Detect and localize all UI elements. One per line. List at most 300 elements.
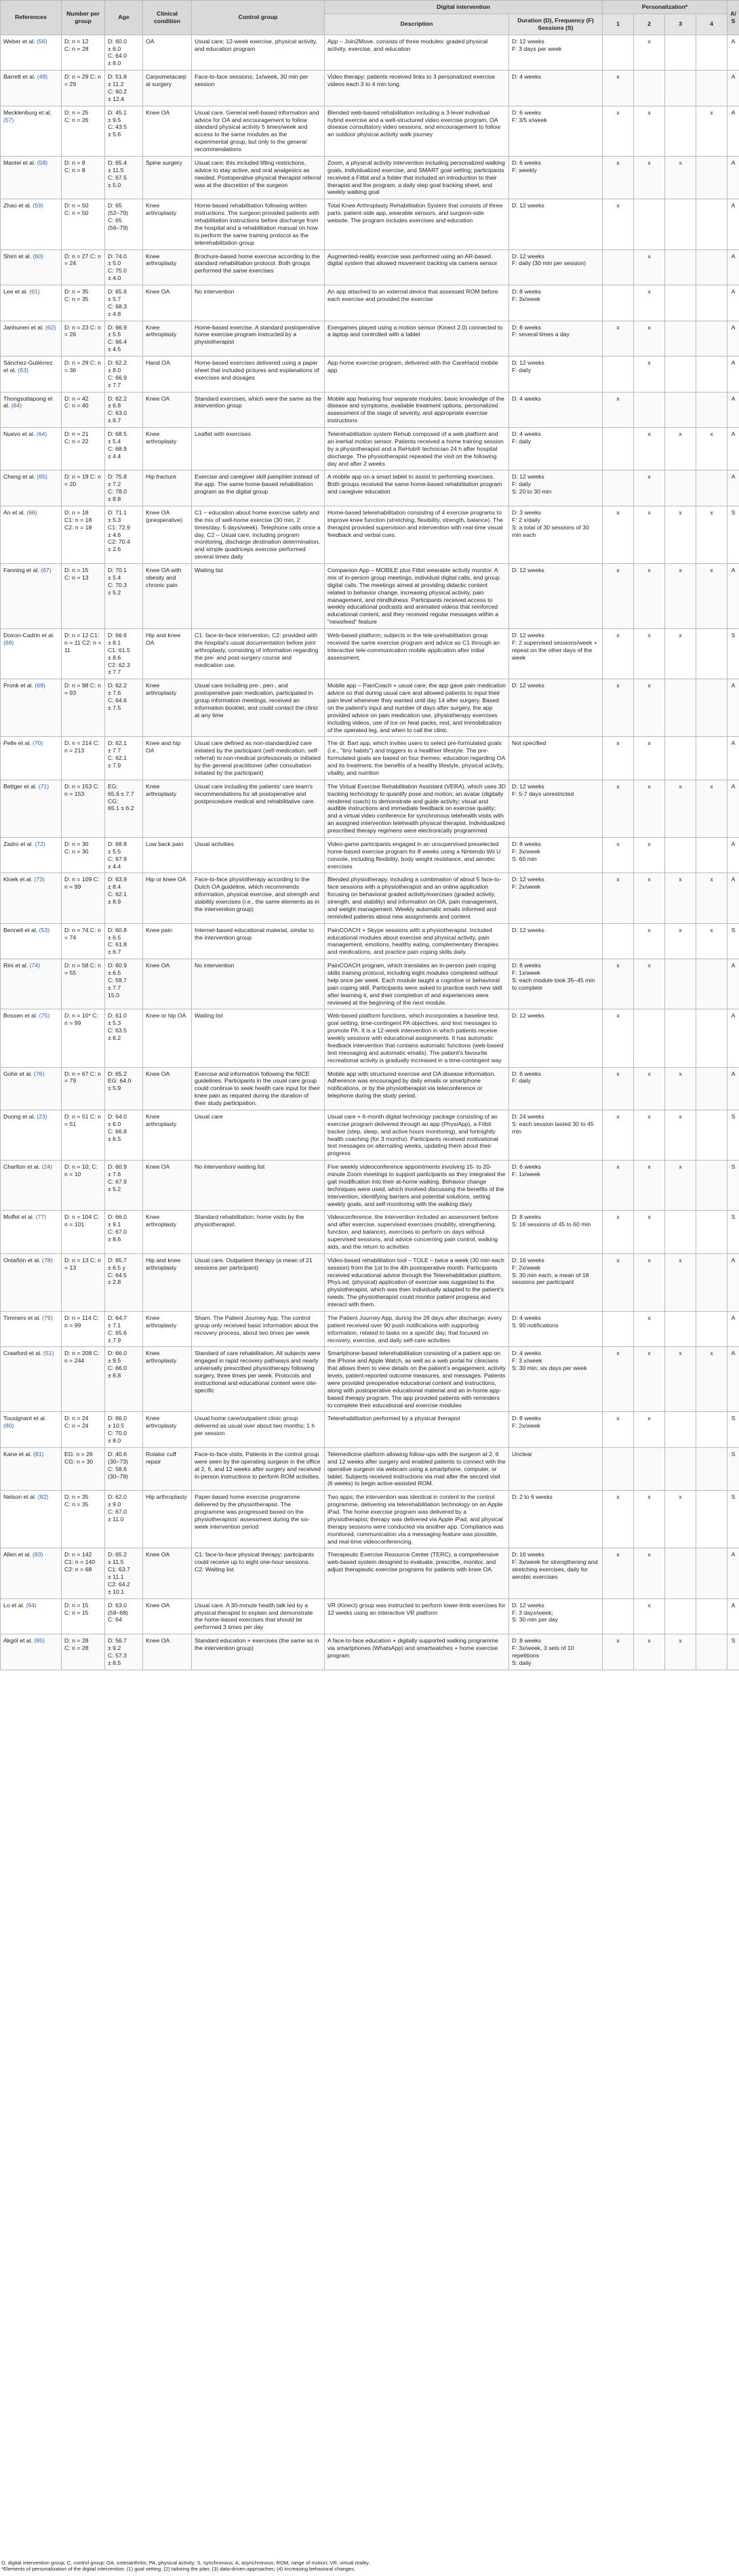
cell-number: D: n = 25 C: n = 26 — [62, 106, 105, 156]
cell-p2: x — [634, 679, 665, 737]
cell-p1: x — [603, 1412, 634, 1448]
cell-number: D: n = 13 C: n = 13 — [62, 1253, 105, 1311]
cell-as: A — [727, 1009, 739, 1067]
col-header-p3: 3 — [665, 14, 696, 35]
reference-author: Bossen et al. — [3, 1012, 38, 1020]
cell-duration: D: 8 weeks F: 3x/week, 3 sets of 10 repetitions S: daily — [509, 1634, 603, 1670]
cell-p3 — [665, 71, 696, 106]
citation-link[interactable]: (61) — [29, 288, 40, 295]
cell-p3 — [665, 1598, 696, 1634]
cell-p1: x — [603, 199, 634, 249]
col-header-condition: Clinical condition — [143, 1, 192, 35]
cell-p1: x — [603, 392, 634, 428]
cell-p3 — [665, 470, 696, 506]
table-footnote — [0, 2560, 739, 2572]
col-header-duration: Duration (D), Frequency (F) Sessions (S) — [509, 14, 603, 35]
cell-number: D: n = 98 C: n = 93 — [62, 679, 105, 737]
cell-number: D: n = 51 C: n = 51 — [62, 1110, 105, 1160]
cell-p3 — [665, 959, 696, 1009]
cell-reference — [1, 959, 62, 1009]
cell-p2: x — [634, 1211, 665, 1253]
cell-age: D: 60.9 ± 7.6 C: 67.9 ± 5.2 — [105, 1161, 143, 1211]
citation-link[interactable]: (60) — [33, 252, 43, 260]
cell-p3 — [665, 321, 696, 357]
cell-condition: Knee OA — [143, 392, 192, 428]
cell-control: Paper-based home exercise programme delivered by the physiotherapist. The programme was progressed based on the physiotherapists' assessment during the six-week intervention period — [192, 1491, 325, 1548]
cell-description: Blended physiotherapy, including a combination of about 5 face-to-face sessions with a physiotherapist and an online application focusing on behavioral graded activity/exercises (graded activity, strength, and stability) and information on OA, pain management, and weight management. Weekly automatic emails informed and reminded patients about new assignments and content — [325, 873, 509, 923]
cell-p1: x — [603, 156, 634, 199]
cell-as: A — [727, 873, 739, 923]
cell-as: A — [727, 1347, 739, 1412]
cell-age: D: 62.0 ± 9.0 C: 67.0 ± 11.0 — [105, 1491, 143, 1548]
citation-link[interactable]: (84) — [26, 1601, 37, 1609]
cell-number: D: n = 35 C: n = 35 — [62, 1491, 105, 1548]
citation-link[interactable]: (76) — [33, 1070, 45, 1077]
cell-reference — [1, 321, 62, 357]
cell-as: S — [727, 506, 739, 563]
cell-age: D: 74.0 ± 5.0 C: 75.0 ± 4.0 — [105, 249, 143, 285]
cell-control: Standard of care rehabilitation. All subjects were engaged in rapid recovery pathways and nearly universally prescribed physiotherapy following surgery, three times per week. Protocols and instructional and educational content were site-specific — [192, 1347, 325, 1412]
cell-condition: Knee OA — [143, 1598, 192, 1634]
table-row — [1, 35, 739, 71]
cell-duration: D: 4 weeks — [509, 71, 603, 106]
citation-link[interactable]: (85) — [34, 1637, 45, 1645]
table-row — [1, 1347, 739, 1412]
cell-p3 — [665, 679, 696, 737]
col-header-intervention: Digital intervention — [325, 1, 603, 14]
cell-as: S — [727, 1447, 739, 1490]
cell-condition: Knee OA — [143, 1548, 192, 1598]
cell-duration: D: 12 weeks — [509, 679, 603, 737]
cell-reference — [1, 506, 62, 563]
cell-control: C1 – education about home exercise safety and the mix of well-home exercise (30 min, 2 times/day, 5 days/week). Telephone calls once a day. C2 – Usual care, including program monitoring, discharge destination determination, and simple quadriceps exercise performed several times daily — [192, 506, 325, 563]
cell-p1: x — [603, 1634, 634, 1670]
table-body — [1, 35, 739, 1670]
cell-control: Home-based exercise. A standard postoperative home exercise program instructed by a physiotherapist — [192, 321, 325, 357]
cell-condition: Rotator cuff repair — [143, 1447, 192, 1490]
cell-description: VR (Kinect) group was instructed to perform lower-limb exercises for 12 weeks using an interactive VR platform — [325, 1598, 509, 1634]
cell-p1 — [603, 357, 634, 393]
table-row — [1, 71, 739, 106]
cell-p3: x — [665, 564, 696, 629]
table-row — [1, 1634, 739, 1670]
cell-p4 — [696, 1634, 727, 1670]
citation-link[interactable]: (80) — [3, 1422, 14, 1430]
cell-reference — [1, 1447, 62, 1490]
cell-p4 — [696, 249, 727, 285]
cell-p4 — [696, 1447, 727, 1490]
reference-author: Moffet et al. — [3, 1213, 35, 1221]
cell-control: Home-based rehabilitation following written instructions. The surgeon provided patients with rehabilitation instructions before discharge from the hospital and a rehabilitation manual on how to perform the same training protocol as the telerehabilitation group — [192, 199, 325, 249]
cell-p3: x — [665, 156, 696, 199]
citation-link[interactable]: (53) — [39, 926, 50, 933]
cell-p4 — [696, 1491, 727, 1548]
cell-description: Zoom, a physical activity intervention including personalized walking goals, individualized exercise, and SMART goal setting; participants received a Fitbit and a folder that included an introduction to their therapist and the program, a daily step goal tracking sheet, and weekly walking goal — [325, 156, 509, 199]
cell-as: A — [727, 1067, 739, 1110]
cell-p1 — [603, 428, 634, 470]
cell-p1: x — [603, 1110, 634, 1160]
reference-author: Charlton et al. — [3, 1163, 41, 1171]
cell-p2: x — [634, 737, 665, 780]
citation-link[interactable]: (57) — [3, 116, 14, 123]
cell-p4 — [696, 1009, 727, 1067]
cell-as: A — [727, 780, 739, 837]
cell-p4 — [696, 1067, 727, 1110]
citation-link[interactable]: (63) — [18, 366, 28, 374]
cell-description: An app attached to an external device that assessed ROM before each exercise and provided the exercise — [325, 285, 509, 321]
citation-link[interactable]: (58) — [37, 159, 48, 166]
reference-author: Kane et al. — [3, 1450, 32, 1457]
cell-duration: D: 6 weeks F: 1x/week — [509, 1161, 603, 1211]
table-row — [1, 1447, 739, 1490]
cell-duration: D: 12 weeks F: 5-7 days unrestricted — [509, 780, 603, 837]
cell-duration: D: 24 weeks S: each session lasted 30 to 45 min — [509, 1110, 603, 1160]
cell-control: No intervention/ waiting list — [192, 1161, 325, 1211]
cell-number: D: n = 12 C: n = 28 — [62, 35, 105, 71]
cell-number: D: n = 109 C: n = 99 — [62, 873, 105, 923]
cell-p3 — [665, 392, 696, 428]
cell-reference — [1, 1548, 62, 1598]
cell-reference — [1, 1067, 62, 1110]
cell-control: Usual care including the patients' care team's recommendations for all postoperative and postprocedure medical and rehabilitative care. — [192, 780, 325, 837]
table-row — [1, 1311, 739, 1347]
reference-author: Janhunen et al. — [3, 323, 44, 331]
reference-author: Rini et al. — [3, 962, 28, 969]
cell-reference — [1, 837, 62, 873]
cell-control: Exercise and caregiver skill pamphlet instead of the app. The same home-based rehabilitation program as the digital group — [192, 470, 325, 506]
cell-p1: x — [603, 1491, 634, 1548]
cell-description: Blended web-based rehabilitation including a 3-level individual hybrid exercise and a well-structured video exercise program, OA disease consultatory video sessions, and encouragement to follow an outdoor physical activity walk journey — [325, 106, 509, 156]
cell-as: A — [727, 156, 739, 199]
cell-duration: D: 12 weeks F: daily S: 20 to 30 min — [509, 470, 603, 506]
col-header-personalization: Personalization* — [603, 1, 727, 14]
cell-p3 — [665, 249, 696, 285]
cell-p3 — [665, 1412, 696, 1448]
cell-number: D: n = 30 C: n = 30 — [62, 837, 105, 873]
citation-link[interactable]: (82) — [37, 1493, 49, 1501]
cell-as: A — [727, 428, 739, 470]
cell-condition: Carpometacarpal surgery — [143, 71, 192, 106]
cell-p4 — [696, 1412, 727, 1448]
table-row — [1, 106, 739, 156]
cell-reference — [1, 1110, 62, 1160]
cell-duration: D: 8 weeks F: 1x/week S: each module took 35–45 min to complete — [509, 959, 603, 1009]
cell-description: Mobile app with structured exercise and OA disease information. Adherence was encouraged by daily emails or smartphone notifications, or by the physiotherapist via teleconference or telephone during the study period. — [325, 1067, 509, 1110]
reference-author: Akgöl et al. — [3, 1637, 33, 1645]
reference-author: Duong et al. — [3, 1112, 35, 1120]
reference-author: Tousignant et al. — [3, 1415, 47, 1422]
reference-author: Thongsuttapong et al. — [3, 395, 53, 409]
cell-condition: Knee OA (preoperative) — [143, 506, 192, 563]
cell-number: D: n = 153 C: n = 153 — [62, 780, 105, 837]
cell-p4: x — [696, 506, 727, 563]
cell-reference — [1, 1009, 62, 1067]
table-row — [1, 1598, 739, 1634]
cell-reference — [1, 428, 62, 470]
citation-link[interactable]: (59) — [33, 202, 43, 209]
cell-reference — [1, 629, 62, 679]
col-header-number: Number per group — [62, 1, 105, 35]
citation-link[interactable]: (78) — [42, 1256, 53, 1264]
cell-as: A — [727, 357, 739, 393]
citation-link[interactable]: (23) — [37, 1112, 47, 1120]
reference-author: Nelson et al. — [3, 1493, 37, 1501]
cell-p3: x — [665, 1067, 696, 1110]
cell-age: D: 62.2 ± 6.8 C: 63.0 ± 6.7 — [105, 392, 143, 428]
cell-p1: x — [603, 737, 634, 780]
cell-age: D: 40.6 (30–73) C: 58.6 (30–79) — [105, 1447, 143, 1490]
reference-author: Timmers et al. — [3, 1314, 41, 1321]
cell-p4 — [696, 1161, 727, 1211]
cell-age: D: 65.2 EG: 64.0 ± 5.9 — [105, 1067, 143, 1110]
cell-reference — [1, 1253, 62, 1311]
cell-age: D: 65.2 ± 11.5 C1: 63.7 ± 11.1 C2: 64.2 ± 10.1 — [105, 1548, 143, 1598]
cell-duration: D: 8 weeks F: several times a day — [509, 321, 603, 357]
cell-as: S — [727, 1110, 739, 1160]
cell-number: D: n = 8 C: n = 8 — [62, 156, 105, 199]
cell-age: D: 66.0 ± 10.5 C: 70.0 ± 8.0 — [105, 1412, 143, 1448]
cell-p2 — [634, 71, 665, 106]
reference-author: Weber et al. — [3, 37, 35, 45]
citation-link[interactable]: (71) — [38, 782, 49, 790]
cell-p4: x — [696, 106, 727, 156]
cell-p2: x — [634, 249, 665, 285]
citation-link[interactable]: (24) — [41, 1163, 52, 1171]
cell-condition: Knee arthroplasty — [143, 249, 192, 285]
cell-p2: x — [634, 1253, 665, 1311]
cell-number: D: n = 214 C: n = 213 — [62, 737, 105, 780]
col-header-description: Description — [325, 14, 509, 35]
reference-author: Allen et al. — [3, 1551, 31, 1558]
cell-p1: x — [603, 106, 634, 156]
cell-p1: x — [603, 629, 634, 679]
citation-link[interactable]: (69) — [35, 682, 45, 689]
cell-reference — [1, 679, 62, 737]
citation-link[interactable]: (83) — [33, 1551, 43, 1558]
cell-condition: Knee arthroplasty — [143, 321, 192, 357]
cell-description: PainCOACH + Skype sessions with a physiotherapist. Included educational modules about exercise and physical activity, pain management, emotions, healthy eating, complementary therapies and medications, and practice pain coping skills daily. — [325, 923, 509, 959]
cell-condition: Knee arthroplasty — [143, 679, 192, 737]
cell-description: Video-based rehabilitation tool – TOLE – twice a week (30 min each session) from the 1st to the 4th postoperative month. Participants received educational advice through the Telerehabilitation platform. Phys.ed. (physical) application of exercise was suggested to the physiotherapist, which was then individually adapted to the patient's needs. The physiotherapist could monitor patient progress and interact with them. — [325, 1253, 509, 1311]
citation-link[interactable]: (72) — [35, 840, 45, 847]
cell-p2: x — [634, 506, 665, 563]
cell-p2 — [634, 199, 665, 249]
cell-control: Usual care. A 30-minute health talk led by a physical therapist to explain and demonstrate the home-based exercises that should be performed 3 times per day — [192, 1598, 325, 1634]
cell-as: S — [727, 1634, 739, 1670]
cell-p3: x — [665, 629, 696, 679]
cell-p2: x — [634, 106, 665, 156]
reference-author: An et al. — [3, 508, 25, 516]
citation-link[interactable]: (70) — [33, 740, 43, 747]
cell-duration: D: 12 weeks F: daily — [509, 357, 603, 393]
cell-number: D: n = 12 C1: n = 11 C2: n = 11 — [62, 629, 105, 679]
cell-description: Smartphone-based telerehabilitation consisting of a patient app on the iPhone and Apple Watch, as well as a web portal for clinicians that allows them to view details on the patient's engagement, activity levels, patient-reported outcome measures, and messages. Patients were provided preoperative educational content and instructions, along with postoperative educational material and an in-home app-based therapy program. The app provided patients with reminders to complete their educational and exercise modules — [325, 1347, 509, 1412]
cell-duration: D: 16 weeks F: 2x/week S: 30 min each, a mean of 18 sessions per participant — [509, 1253, 603, 1311]
cell-p4 — [696, 679, 727, 737]
citation-link[interactable]: (68) — [3, 639, 14, 646]
table-row — [1, 1548, 739, 1598]
cell-age: D: 66.9 ± 5.5 C: 66.4 ± 4.5 — [105, 321, 143, 357]
cell-reference — [1, 1211, 62, 1253]
cell-p1: x — [603, 679, 634, 737]
cell-p3 — [665, 1009, 696, 1067]
citation-link[interactable]: (64) — [36, 430, 47, 437]
cell-age: D: 62.2 ± 8.0 C: 66.9 ± 7.7 — [105, 357, 143, 393]
citation-link[interactable]: (56) — [37, 37, 47, 45]
cell-number: D: n = 29 C: n = 36 — [62, 357, 105, 393]
cell-control: Usual care. General well-based information and advice for OA and encouragement to follow standard physical activity 5 times/week and access to the same modules as the experimental group, but only to the general recommendations — [192, 106, 325, 156]
table-row — [1, 1491, 739, 1548]
cell-age: D: 63.9 ± 8.4 C: 62.1 ± 8.9 — [105, 873, 143, 923]
cell-age: D: 62.2 ± 7.6 C: 64.6 ± 7.5 — [105, 679, 143, 737]
cell-duration: D: 8 weeks F: 3x/week — [509, 285, 603, 321]
cell-as: A — [727, 564, 739, 629]
cell-p1: x — [603, 1009, 634, 1067]
cell-duration: D: 8 weeks F: 2x/week — [509, 1412, 603, 1448]
cell-number: EG: n = 26 CG: n = 30 — [62, 1447, 105, 1490]
table-row — [1, 1253, 739, 1311]
table-row — [1, 1412, 739, 1448]
cell-p1: x — [603, 1347, 634, 1412]
cell-duration: D: 4 weeks F: 3 x/week S: 30 min; six days per week — [509, 1347, 603, 1412]
cell-p1: x — [603, 321, 634, 357]
citation-link[interactable]: (81) — [33, 1450, 44, 1457]
cell-control: Standard education + exercises (the same as in the intervention group) — [192, 1634, 325, 1670]
cell-duration: D: 12 weeks — [509, 1009, 603, 1067]
cell-number: D: n = 15 C: n = 15 — [62, 1598, 105, 1634]
cell-description: Mobile app – PainCoach + usual care; the app gave pain medication advice so that during usual care and allowed patients to input their pain level whenever they wanted until day 14 after surgery. Based on the patient's input and number of days after surgery, the app provided advice on pain medication use, physiotherapy exercises including videos, use of ice on heat packs, rest, and immobilization of the operated leg, and when to call the clinic. — [325, 679, 509, 737]
cell-p3 — [665, 35, 696, 71]
cell-description: App – Join2Move, consists of three modules: graded physical activity, exercise, and education — [325, 35, 509, 71]
cell-p2: x — [634, 1110, 665, 1160]
cell-description: Home-based telerehabilitation consisting of 4 exercise programs to improve knee function (stretching, flexibility, strength, balance). The therapist provided supervision and intervention with real-time visual feedback and verbal cues. — [325, 506, 509, 563]
col-header-p2: 2 — [634, 14, 665, 35]
cell-age: D: 65.4 ± 11.5 C: 67.5 ± 5.0 — [105, 156, 143, 199]
table-row — [1, 873, 739, 923]
citation-link[interactable]: (49) — [37, 73, 48, 81]
table-row — [1, 679, 739, 737]
cell-age: D: 71.1 ± 5.3 C1: 72.9 ± 4.6 C2: 70.4 ± 2.6 — [105, 506, 143, 563]
citation-link[interactable]: (79) — [42, 1314, 53, 1321]
cell-p1 — [603, 470, 634, 506]
reference-author: Crawford et al. — [3, 1350, 42, 1357]
citation-link[interactable]: (62) — [45, 323, 56, 331]
cell-description: App home exercise program, delivered with the CareHand mobile app — [325, 357, 509, 393]
cell-condition: Knee OA — [143, 1161, 192, 1211]
cell-duration: D: 12 weeks — [509, 199, 603, 249]
col-header-as: A/S — [727, 1, 739, 35]
cell-p2 — [634, 1009, 665, 1067]
cell-age: D: 68.5 ± 5.4 C: 68.9 ± 4.4 — [105, 428, 143, 470]
cell-reference — [1, 35, 62, 71]
cell-description: Total Knee Arthroplasty Rehabilitation System that consists of three parts: patient-side app, wearable sensors, and surgeon-side website. The program includes exercises and education — [325, 199, 509, 249]
cell-p3: x — [665, 1253, 696, 1311]
cell-p2: x — [634, 629, 665, 679]
cell-condition: Knee OA with obesity and chronic pain — [143, 564, 192, 629]
table-row — [1, 1161, 739, 1211]
citation-link[interactable]: (64) — [11, 402, 22, 409]
cell-p2: x — [634, 564, 665, 629]
table-row — [1, 285, 739, 321]
cell-p3 — [665, 1311, 696, 1347]
citation-link[interactable]: (65) — [37, 473, 47, 481]
cell-age: D: 66.6 ± 8.1 C1: 61.5 ± 8.6 C2: 62.3 ± 7.7 — [105, 629, 143, 679]
citation-link[interactable]: (75) — [39, 1012, 50, 1020]
citation-link[interactable]: (67) — [41, 567, 52, 573]
cell-p4 — [696, 1548, 727, 1598]
cell-p1: x — [603, 506, 634, 563]
cell-age: D: 60.0 ± 6.0 C: 64.0 ± 8.0 — [105, 35, 143, 71]
cell-p1: x — [603, 1211, 634, 1253]
cell-p2: x — [634, 1598, 665, 1634]
cell-number: D: n = 15 C: n = 13 — [62, 564, 105, 629]
cell-description: Telerehabilitation performed by a physical therapist — [325, 1412, 509, 1448]
table-row — [1, 1110, 739, 1160]
cell-control: Usual care; 12-week exercise, physical activity, and education program — [192, 35, 325, 71]
footnote-abbreviations: D, digital intervention group; C, control group; OA, osteoarthritis; PA, physical activity; S, synchronous; A, asynchronous; ROM, range of motion; VR, virtual reality. — [1, 2560, 370, 2566]
cell-duration: D: 12 weeks F: 2 supervised sessions/week + repeat on the other days of the week — [509, 629, 603, 679]
cell-duration: D: 6 weeks F: weekly — [509, 156, 603, 199]
cell-condition: Knee OA — [143, 959, 192, 1009]
cell-as: A — [727, 470, 739, 506]
cell-as: A — [727, 1598, 739, 1634]
cell-duration: D: 4 weeks F: daily — [509, 428, 603, 470]
cell-p4 — [696, 1211, 727, 1253]
cell-as: A — [727, 1311, 739, 1347]
cell-p1 — [603, 249, 634, 285]
cell-p2: x — [634, 428, 665, 470]
cell-description: Usual care + 6-month digital technology package consisting of an exercise program delivered through an app (PhysiApp), a Fitbit tracker (step, sleep, and active hours monitoring), and fortnightly health coaching (for 3 months). Participants received motivational text messages on alternating weeks, updating them about their progress — [325, 1110, 509, 1160]
cell-p4 — [696, 357, 727, 393]
cell-description: Video therapy; patients received links to 3 personalized exercise videos each 3 to 4 min long. — [325, 71, 509, 106]
cell-as: A — [727, 737, 739, 780]
cell-number: D: n = 35 C: n = 35 — [62, 285, 105, 321]
cell-p2: x — [634, 923, 665, 959]
cell-as: A — [727, 71, 739, 106]
cell-p3: x — [665, 1110, 696, 1160]
cell-number: D: n = 28 C: n = 28 — [62, 1634, 105, 1670]
cell-control: Face-to-face sessions; 1x/week, 30 min per session — [192, 71, 325, 106]
cell-reference — [1, 156, 62, 199]
cell-reference — [1, 1161, 62, 1211]
cell-description: PainCOACH program, which translates an in-person pain coping skills training protocol, including eight modules completed without help once per week. Each module taught a cognitive or behavioral pain coping skill. Participants were asked to practice each new skill after learning it, and their completion of and experiences were reviewed at the beginning of the next module. — [325, 959, 509, 1009]
reference-author: Lo et al. — [3, 1601, 24, 1609]
cell-duration: D: 8 weeks S: 16 sessions of 45 to 60 min — [509, 1211, 603, 1253]
cell-number: D: n = 208 C: n = 244 — [62, 1347, 105, 1412]
cell-reference — [1, 1634, 62, 1670]
cell-as: A — [727, 106, 739, 156]
reference-author: Ontañón et al. — [3, 1256, 41, 1264]
citation-link[interactable]: (77) — [35, 1213, 47, 1221]
cell-p2: x — [634, 837, 665, 873]
table-row — [1, 737, 739, 780]
cell-control: Usual home care/outpatient clinic group delivered as usual over about two months; 1 h per session — [192, 1412, 325, 1448]
citation-link[interactable]: (74) — [29, 962, 41, 969]
cell-age: D: 45.1 ± 9.5 C: 43.5 ± 5.6 — [105, 106, 143, 156]
cell-age: D: 56.7 ± 9.2 C: 57.3 ± 8.5 — [105, 1634, 143, 1670]
citation-link[interactable]: (51) — [43, 1350, 54, 1357]
table-row — [1, 392, 739, 428]
citation-link[interactable]: (66) — [26, 508, 37, 516]
cell-as: S — [727, 1161, 739, 1211]
citation-link[interactable]: (73) — [34, 876, 45, 883]
cell-reference — [1, 923, 62, 959]
cell-p4 — [696, 1598, 727, 1634]
cell-as: A — [727, 392, 739, 428]
cell-description: Web-based platform functions, which incorporates a baseline test, goal setting, time-contingent PA objectives, and text messages to promote PA. It is a 12-week intervention in which patients receive weekly sessions with educational assignments. It has automatic feedback intervention that contains automatic functions (web-based text messaging and automatic emails). The patient's favourite recreational activity is gradually increased in a time-contingent way — [325, 1009, 509, 1067]
cell-number: D: n = 114 C: n = 99 — [62, 1311, 105, 1347]
cell-condition: Knee arthroplasty — [143, 199, 192, 249]
